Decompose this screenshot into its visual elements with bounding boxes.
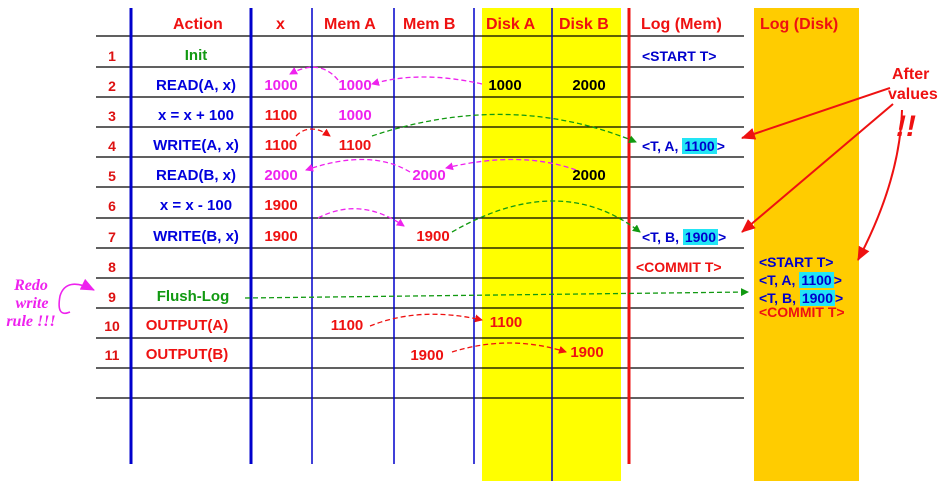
- header-mem-b: Mem B: [403, 16, 456, 33]
- log-disk-entry: <START T>: [759, 254, 834, 270]
- log-mem-entry: <START T>: [642, 48, 717, 64]
- log-disk-text: <T, A,: [759, 272, 800, 288]
- mem-b-value: 1900: [410, 347, 444, 364]
- after-values-label-line1: After: [892, 66, 930, 83]
- after-value-highlight: 1100: [801, 272, 832, 288]
- row-number: 10: [104, 318, 120, 334]
- header-disk-a: Disk A: [486, 16, 536, 33]
- row-action: OUTPUT(A): [145, 317, 229, 334]
- log-mem-entry: <COMMIT T>: [636, 259, 722, 275]
- row-action: Flush-Log: [156, 288, 230, 305]
- after-values-label-line2: values: [888, 86, 938, 103]
- exclaim-marks: !!: [896, 110, 916, 143]
- mem-a-value: 1000: [338, 77, 372, 94]
- row-number: 1: [108, 48, 116, 64]
- log-mem-end: >: [718, 229, 727, 245]
- row-number: 6: [108, 198, 116, 214]
- x-value: 1100: [264, 107, 298, 124]
- x-value: 2000: [264, 167, 298, 184]
- mem-a-value: 1000: [338, 107, 372, 124]
- mem-a-value: 1100: [330, 317, 364, 334]
- after-value-highlight: 1900: [801, 290, 834, 306]
- after-value-highlight: 1100: [684, 138, 715, 154]
- header-log-disk: Log (Disk): [760, 16, 839, 33]
- row-number: 3: [108, 108, 116, 124]
- log-disk-text: <T, B,: [759, 290, 800, 306]
- redo-label-line3: rule !!!: [6, 313, 56, 330]
- disk-b-value: 2000: [572, 77, 606, 94]
- header-action: Action: [173, 16, 223, 33]
- header-disk-b: Disk B: [559, 16, 609, 33]
- row-action: x = x - 100: [159, 197, 233, 214]
- redo-label-line1: Redo: [14, 277, 48, 294]
- row-number: 7: [108, 229, 116, 245]
- disk-a-value: 1100: [489, 314, 523, 331]
- row-number: 8: [108, 259, 116, 275]
- mem-a-value: 1100: [338, 137, 372, 154]
- row-action: WRITE(B, x): [153, 228, 239, 245]
- log-mem-entry: [642, 228, 726, 246]
- mem-b-value: 2000: [412, 167, 446, 184]
- log-mem-end: >: [716, 138, 725, 154]
- header-mem-a: Mem A: [324, 16, 376, 33]
- x-value: 1100: [264, 137, 298, 154]
- row-action: READ(B, x): [155, 167, 236, 184]
- row-number: 11: [104, 347, 120, 363]
- x-value: 1000: [264, 77, 298, 94]
- header-x: x: [276, 16, 285, 33]
- row-action: x = x + 100: [158, 107, 234, 124]
- x-value: 1900: [264, 228, 298, 245]
- disk-a-value: 1000: [488, 77, 522, 94]
- row-action: WRITE(A, x): [153, 137, 239, 154]
- log-disk-entry: <COMMIT T>: [759, 304, 845, 320]
- disk-b-value: 2000: [572, 167, 606, 184]
- row-action: READ(A, x): [155, 77, 236, 94]
- log-disk-entry: [759, 271, 842, 289]
- row-number: 2: [108, 78, 116, 94]
- row-action: OUTPUT(B): [145, 346, 229, 363]
- log-mem-text: <T, A,: [642, 138, 683, 154]
- after-value-highlight: 1900: [684, 229, 717, 245]
- log-disk-end: >: [833, 272, 842, 288]
- log-mem-entry: [642, 137, 725, 155]
- log-disk-end: >: [835, 290, 844, 306]
- row-number: 5: [108, 168, 116, 184]
- row-number: 4: [108, 138, 116, 154]
- mem-b-value: 1900: [416, 228, 450, 245]
- row-action: Init: [184, 47, 208, 64]
- log-mem-text: <T, B,: [642, 229, 683, 245]
- row-number: 9: [108, 289, 116, 305]
- disk-b-value: 1900: [570, 344, 604, 361]
- x-value: 1900: [264, 197, 298, 214]
- redo-label-line2: write: [15, 295, 49, 312]
- header-log-mem: Log (Mem): [641, 16, 722, 33]
